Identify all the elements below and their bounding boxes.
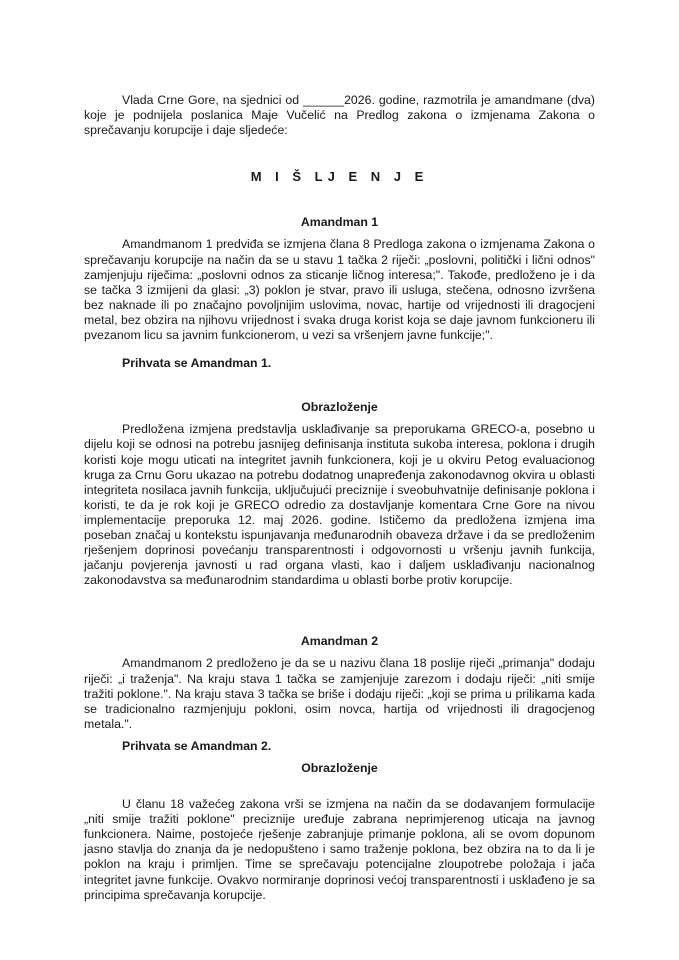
amendment-1-heading: Amandman 1 xyxy=(300,215,379,230)
amendment-1-decision: Prihvata se Amandman 1. xyxy=(122,356,272,371)
amendment-2-reasoning-heading: Obrazloženje xyxy=(301,761,378,775)
document-title: M I Š LJ E N J E xyxy=(250,169,429,185)
amendment-2-reasoning: U članu 18 važećeg zakona vrši se izmjena na način da se dodavanjem formulacije „niti smije tražiti poklone" preciznije uređuje zabrana neprimjerenog uticaja na javnog funkcionera. Naime, postojeće rješenje zabranjuje primanje poklona, ali se ovom dopunom jasno stavlja do znanja da je nedopušteno i samo traženje poklona, bez obzira na to da li je poklon na kraju i primljen. Time se sprečavaju potencijalne zloupotrebe položaja i jača integritet javne funkcije. Ovakvo normiranje doprinosi većoj transparentnosti i usklađeno je sa principima sprečavanja korupcije. xyxy=(84,797,595,902)
amendment-2-decision: Prihvata se Amandman 2. xyxy=(122,738,272,753)
amendment-2-text: Amandmanom 2 predloženo je da se u nazivu člana 18 poslije riječi „primanja" dodaju riječi: „i traženja". Na kraju stava 1 tačka se zamjenjuje zarezom i dodaju riječi: „niti smije tražiti poklone.". Na kraju stava 3 tačka se briše i dodaju riječi: „koji se prima u prilikama kada se tradicionalno razmjenjuju pokloni, osim novca, hartija od vrijednosti ili dragocjenog metala.". xyxy=(84,656,595,731)
intro-paragraph: Vlada Crne Gore, na sjednici od ______2026. godine, razmotrila je amandmane (dva) koje je podnijela poslanica Maje Vučelić na Predlog zakona o izmjenama Zakona o sprečavanju korupcije i daje sljedeće: xyxy=(84,93,595,138)
amendment-1-text: Amandmanom 1 predviđa se izmjena člana 8 Predloga zakona o izmjenama Zakona o sprečavanju korupcije na način da se u stavu 1 tačka 2 riječi: „poslovni, politički i lični odnos" zamjenjuju riječima: „poslovni odnos za sticanje ličnog interesa;". Takođe, predloženo je i da se tačka 3 izmijeni da glasi: „3) poklon je stvar, pravo ili usluga, stečena, odnosno izvršena bez naknade ili po značajno povoljnijim uslovima, novac, hartije od vrijednosti ili dragocjeni metal, bez obzira na njihovu vrijednost i svaka druga korist koja se daje javnom funkcioneru ili pvezanom licu sa javnim funkcionerom, u vezi sa vršenjem javne funkcije;". xyxy=(84,237,595,343)
amendment-2-heading: Amandman 2 xyxy=(300,634,379,649)
amendment-1-reasoning-heading: Obrazloženje xyxy=(301,400,378,415)
amendment-1-reasoning: Predložena izmjena predstavlja usklađivanje sa preporukama GRECO-a, posebno u dijelu koji se odnosi na potrebu jasnijeg definisanja instituta sukoba interesa, poklona i drugih koristi koje mogu uticati na integritet javnih funkcionera, koji je u okviru Petog evaluacionog kruga za Crnu Goru ukazao na potrebu dodatnog unapređenja zakonodavnog okvira u oblasti integriteta nosilaca javnih funkcija, uključujući preciznije i sveobuhvatnije definisanje poklona i koristi, te da je rok koji je GRECO odredio za dostavljanje komentara Crne Gore na nivou implementacije preporuka 12. maj 2026. godine. Ističemo da predložena izmjena ima poseban značaj u kontekstu ispunjavanja međunarodnih obaveza države i da se predloženim rješenjem doprinosi povećanju transparentnosti i odgovornosti u vršenju javnih funkcija, jačanju povjerenja javnosti u rad organa vlasti, kao i daljem usklađivanju nacionalnog zakonodavstva sa međunarodnim standardima u oblasti borbe protiv korupcije. xyxy=(84,422,595,588)
